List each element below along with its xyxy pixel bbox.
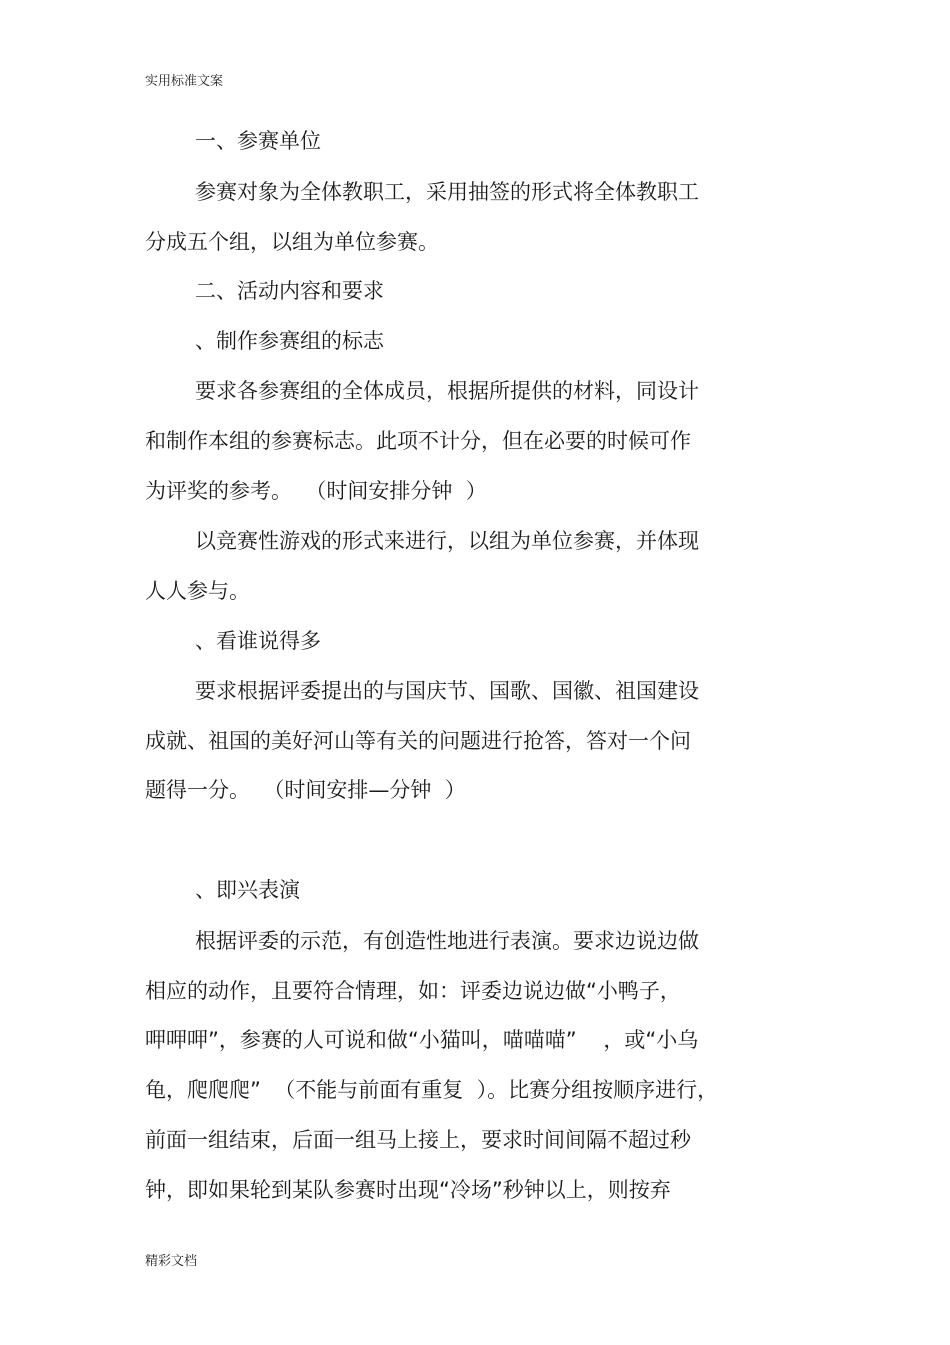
paragraph-line: 龟，爬爬爬” （不能与前面有重复 ）。比赛分组按顺序进行， [145,1078,719,1102]
page-footer: 精彩文档 [145,1254,198,1269]
paragraph-line: 分成五个组，以组为单位参赛。 [145,230,439,254]
paragraph-line: 和制作本组的参赛标志。此项不计分，但在必要的时候可作 [145,429,691,453]
subsection-heading-quiz: 、看谁说得多 [195,629,321,653]
paragraph-line: 前面一组结束，后面一组马上接上，要求时间间隔不超过秒 [145,1128,691,1152]
subsection-heading-performance: 、即兴表演 [195,878,300,902]
paragraph-line: 人人参与。 [145,579,250,603]
paragraph-line: 以竞赛性游戏的形式来进行，以组为单位参赛，并体现 [195,529,699,553]
paragraph-line: 参赛对象为全体教职工，采用抽签的形式将全体教职工 [195,180,699,204]
paragraph-line: 相应的动作，且要符合情理，如：评委边说边做“小鸭子， [145,979,681,1003]
paragraph-line: 钟，即如果轮到某队参赛时出现“冷场”秒钟以上，则按弃 [145,1178,671,1202]
section-heading-content: 二、活动内容和要求 [195,279,384,303]
paragraph-line: 呷呷呷”，参赛的人可说和做“小猫叫，喵喵喵” ，或“小乌 [145,1028,699,1052]
paragraph-line: 题得一分。 （时间安排—分钟 ） [145,778,466,802]
paragraph-line: 要求根据评委提出的与国庆节、国歌、国徽、祖国建设 [195,679,699,703]
subsection-heading-logo: 、制作参赛组的标志 [195,329,384,353]
paragraph-line: 为评奖的参考。 （时间安排分钟 ） [145,479,487,503]
paragraph-line: 要求各参赛组的全体成员，根据所提供的材料，同设计 [195,379,699,403]
section-heading-participants: 一、参赛单位 [195,129,321,153]
paragraph-line: 根据评委的示范，有创造性地进行表演。要求边说边做 [195,929,699,953]
paragraph-line: 成就、祖国的美好河山等有关的问题进行抢答，答对一个问 [145,729,691,753]
page-header: 实用标准文案 [145,74,224,89]
